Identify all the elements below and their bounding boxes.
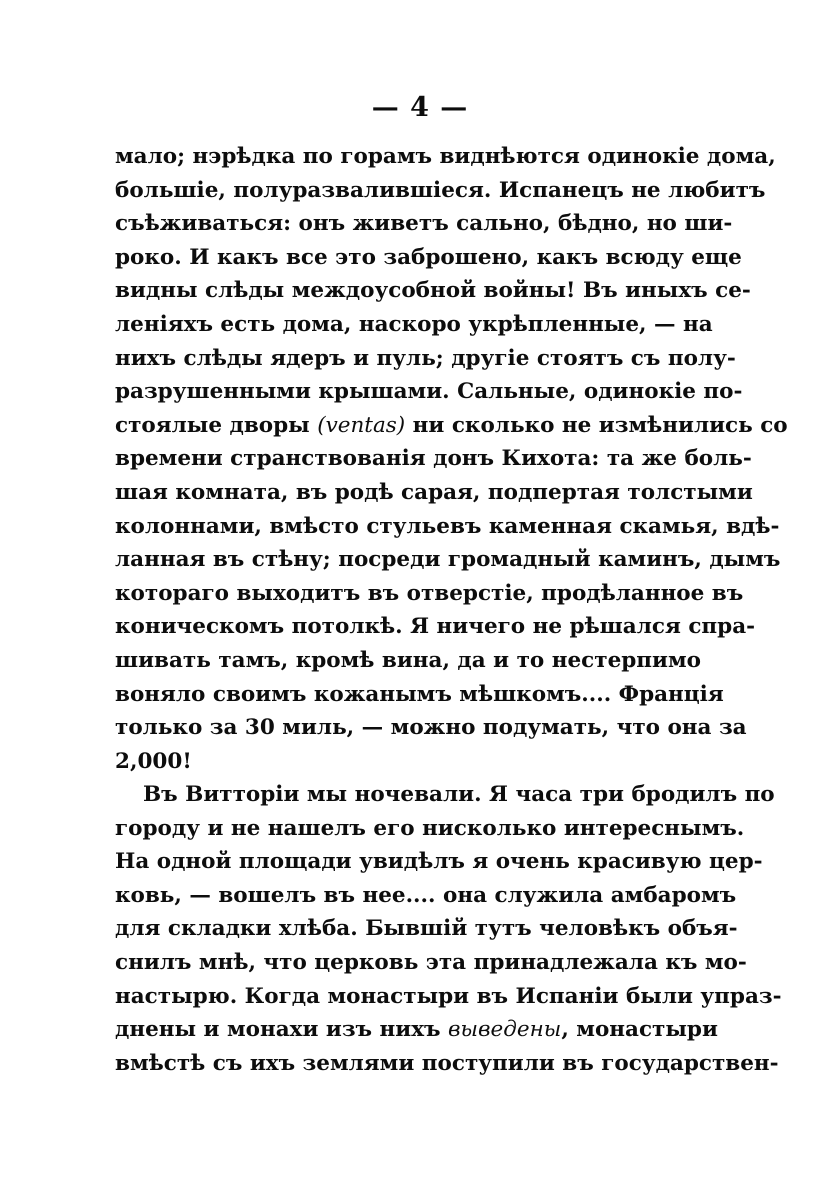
- text-line: воняло своимъ кожанымъ мѣшкомъ.... Франція: [115, 681, 724, 707]
- text-line: шая комната, въ родѣ сарая, подпертая толстыми: [115, 479, 753, 505]
- text-line: Въ Витторіи мы ночевали. Я часа три бродилъ по: [143, 782, 775, 807]
- text-line: На одной площади увидѣлъ я очень красивую цер-: [115, 849, 763, 875]
- italic-term: (ventas): [317, 412, 406, 438]
- text-line: котораго выходитъ въ отверстіе, продѣланное въ: [115, 580, 744, 606]
- text-line: ланная въ стѣну; посреди громадный каминъ, дымъ: [115, 547, 781, 573]
- text-line: большіе, полуразвалившіеся. Испанецъ не любитъ: [115, 177, 766, 203]
- text-line: снилъ мнѣ, что церковь эта принадлежала къ мо-: [115, 949, 747, 975]
- text-line: коническомъ потолкѣ. Я ничего не рѣшался спра-: [115, 614, 756, 640]
- text-line: роко. И какъ все это заброшено, какъ всюду еще: [115, 244, 742, 270]
- text-segment: днены и монахи изъ нихъ: [115, 1017, 449, 1043]
- italic-term: выведены: [448, 1017, 562, 1043]
- text-line: шивать тамъ, кромѣ вина, да и то нестерпимо: [115, 647, 701, 673]
- text-line: времени странствованія донъ Кихота: та же боль-: [115, 446, 752, 472]
- text-line: ковь, — вошелъ въ нее.... она служила амбаромъ: [115, 882, 737, 908]
- text-line: [115, 1013, 718, 1047]
- text-line: 2,000!: [115, 748, 192, 774]
- paragraph-1: [115, 140, 788, 778]
- text-line: только за 30 миль, — можно подумать, что она за: [115, 715, 747, 741]
- text-line: вмѣстѣ съ ихъ землями поступили въ государствен-: [115, 1050, 779, 1076]
- text-line: съѣживаться: онъ живетъ сально, бѣдно, но ши-: [115, 211, 733, 237]
- text-segment: стоялые дворы: [115, 412, 318, 438]
- text-line: [115, 409, 788, 443]
- text-line: мало; нэрѣдка по горамъ виднѣются одинокіе дома,: [115, 144, 776, 169]
- text-line: колоннами, вмѣсто стульевъ каменная скамья, вдѣ-: [115, 513, 780, 539]
- text-line: настырю. Когда монастыри въ Испаніи были упраз-: [115, 983, 782, 1009]
- page-number: — 4 —: [371, 92, 469, 123]
- text-line: видны слѣды междоусобной войны! Въ иныхъ се-: [115, 278, 751, 304]
- paragraph-2: [115, 778, 782, 1080]
- text-segment: ни сколько не измѣнились со: [405, 412, 788, 438]
- text-line: нихъ слѣды ядеръ и пуль; другіе стоятъ съ полу-: [115, 345, 736, 371]
- text-segment: , монастыри: [561, 1017, 718, 1043]
- text-line: разрушенными крышами. Сальные, одинокіе по-: [115, 379, 743, 405]
- text-line: городу и не нашелъ его нисколько интереснымъ.: [115, 815, 745, 841]
- text-line: для складки хлѣба. Бывшій тутъ человѣкъ объя-: [115, 916, 738, 942]
- text-line: леніяхъ есть дома, наскоро укрѣпленные, — на: [115, 311, 713, 337]
